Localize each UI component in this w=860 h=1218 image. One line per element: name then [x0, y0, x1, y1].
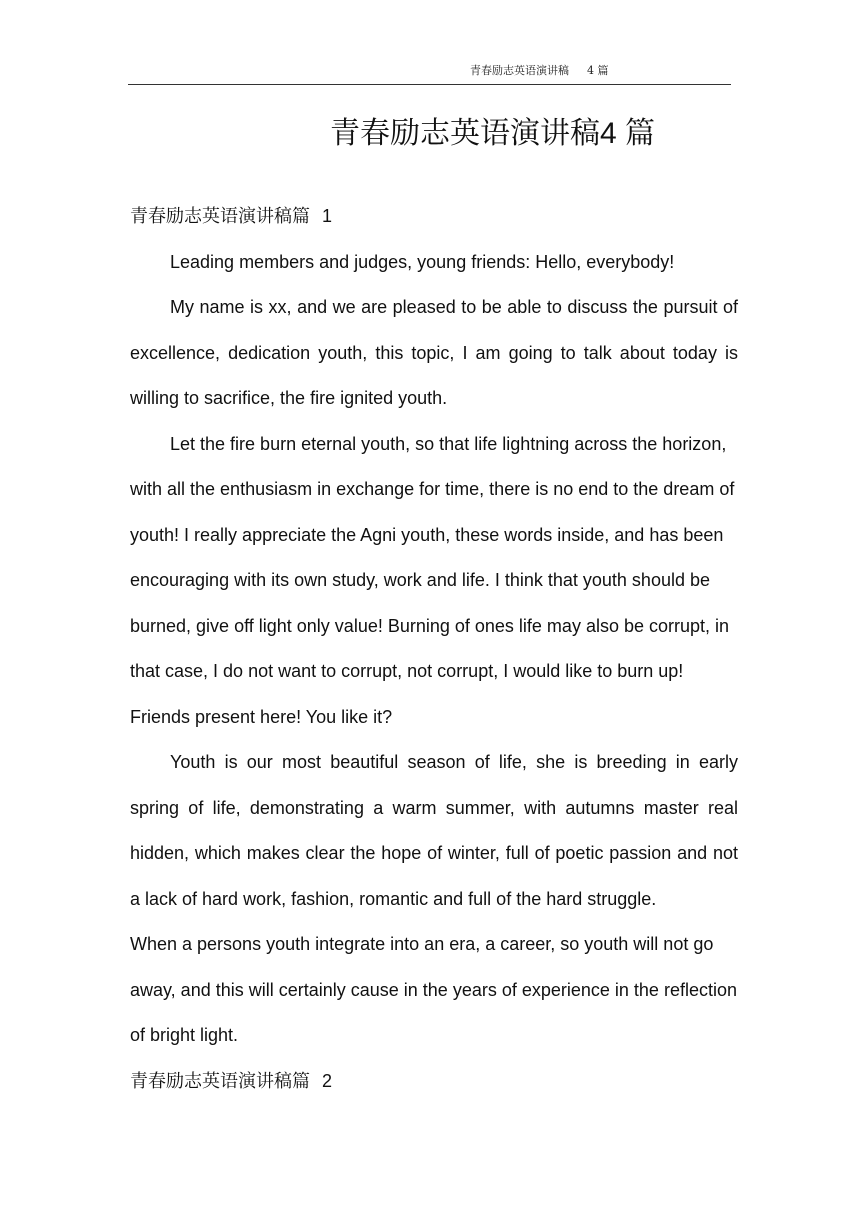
paragraph-greeting: Leading members and judges, young friends: Hello, everybody!: [170, 251, 675, 272]
running-header: [470, 62, 609, 78]
paragraph-fire-youth: Let the fire burn eternal youth, so that life lightning across the horizon, with all the enthusiasm in exchange for time, there is no end to the dream of youth! I really appreciate the Agni youth, these words inside, and has been encouraging with its own study, work and life. I think that youth should be burned, give off light only value! Burning of ones life may also be corrupt, in that case, I do not want to corrupt, not corrupt, I would like to burn up! Friends present here! You like it?: [130, 433, 735, 727]
section-heading-1: [130, 194, 738, 240]
header-rule: [128, 84, 731, 85]
paragraph-introduction: My name is xx, and we are pleased to be able to discuss the pursuit of excellence, dedication youth, this topic, I am going to talk about today is willing to sacrifice, the fire ignited youth.: [130, 297, 738, 408]
paragraph-seasons: Youth is our most beautiful season of life, she is breeding in early spring of life, demonstrating a warm summer, with autumns master real hidden, which makes clear the hope of winter, full of poetic passion and not a lack of hard work, fashion, romantic and full of the hard struggle.: [130, 752, 738, 909]
running-header-title: 青春励志英语演讲稿: [470, 64, 569, 77]
section-heading-2-text: 青春励志英语演讲稿篇: [130, 1070, 310, 1092]
section-heading-2-number: 2: [322, 1070, 333, 1091]
section-heading-1-number: 1: [322, 206, 333, 226]
section-heading-2: [130, 1059, 738, 1105]
paragraph-era: When a persons youth integrate into an era, a career, so youth will not go away, and this will certainly cause in the years of experience in the reflection of bright light.: [130, 934, 737, 1045]
document-title-text: 青春励志英语演讲稿: [330, 116, 600, 151]
document-title-count: 4 篇: [600, 117, 656, 150]
document-title: [0, 108, 860, 152]
section-heading-1-text: 青春励志英语演讲稿篇: [130, 206, 310, 227]
running-header-count: 4 篇: [587, 64, 609, 77]
document-body: [130, 194, 738, 1104]
